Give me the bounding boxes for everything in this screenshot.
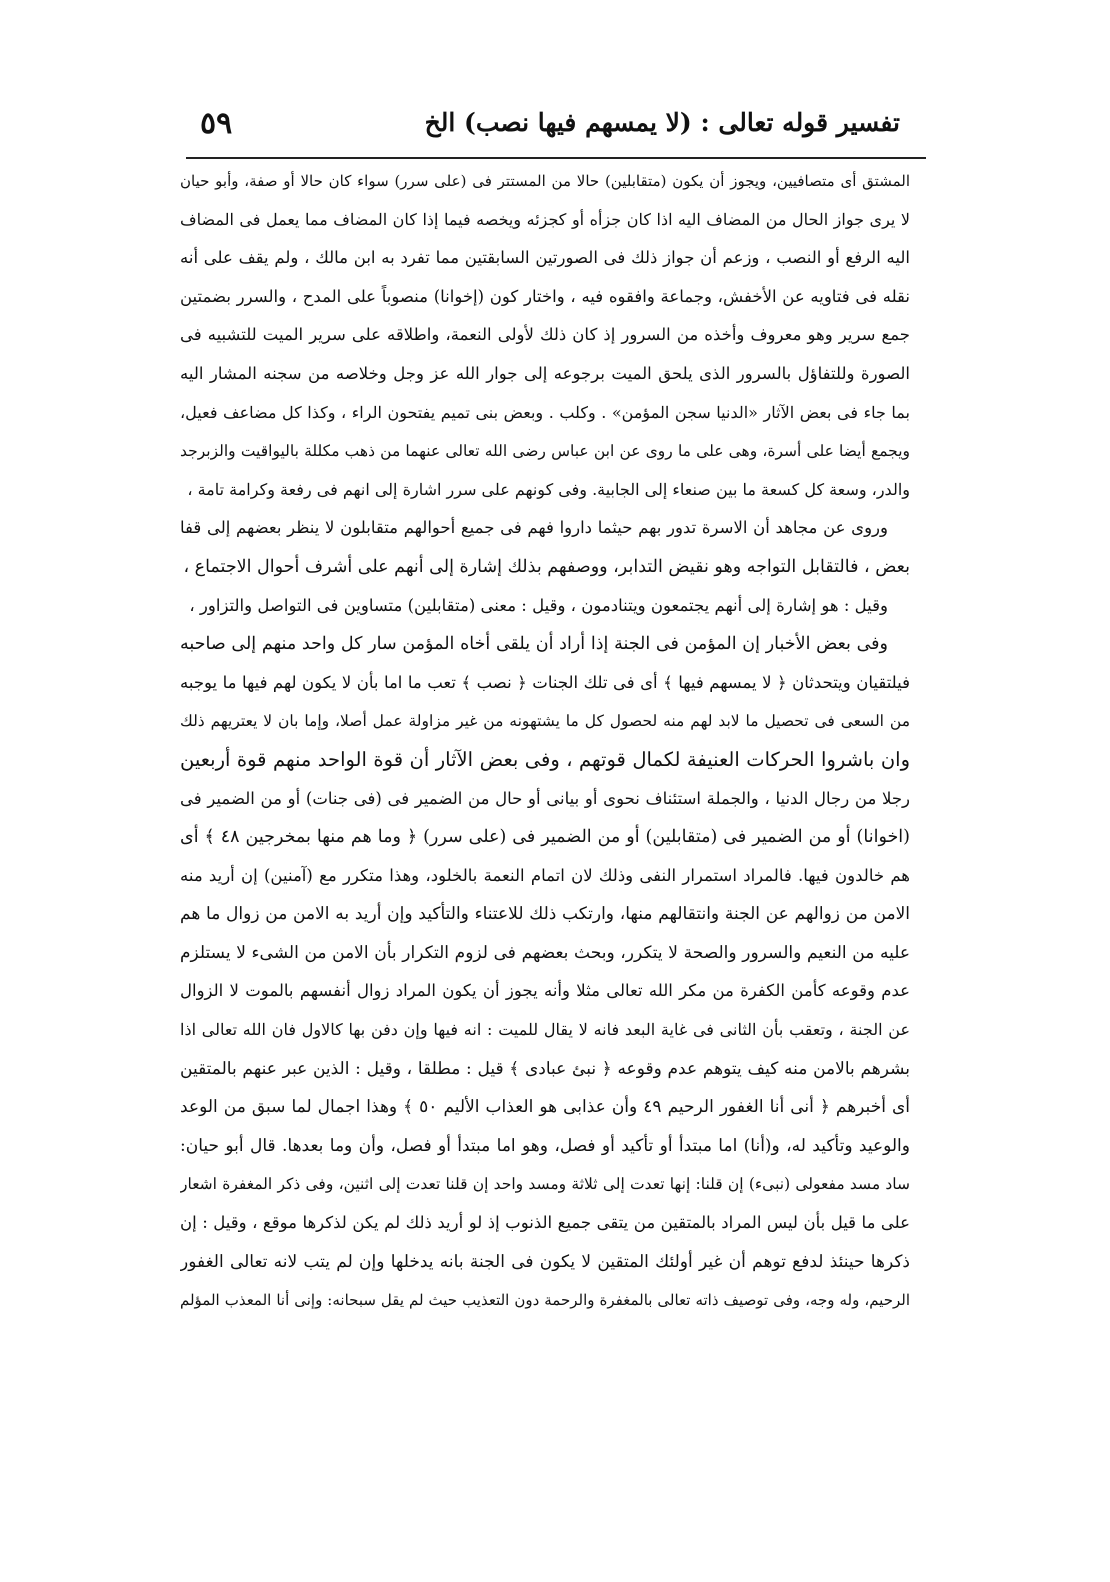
text-line: وروى عن مجاهد أن الاسرة تدور بهم حيثما داروا فهم فى جميع أحوالهم متقابلون لا ينظر بعضهم إلى قفا <box>180 518 888 538</box>
text-line: عدم وقوعه كأمن الكفرة من مكر الله تعالى مثلا وأنه يجوز أن يكون المراد زوال أنفسهم بالموت لا الزوال <box>180 981 910 1001</box>
page-header <box>200 108 900 148</box>
text-line: على ما قيل بأن ليس المراد بالمتقين من يتقى جميع الذنوب إذ لو أريد ذلك لم يكن لذكرها موقع ، وقيل : إن <box>180 1213 910 1233</box>
text-line: وقيل : هو إشارة إلى أنهم يجتمعون ويتنادمون ، وقيل : معنى (متقابلين) متساوين فى التواصل والتزاور ، <box>189 595 888 615</box>
text-line: بما جاء فى بعض الآثار «الدنيا سجن المؤمن» . وكلب . وبعض بنى تميم يفتحون الراء ، وكذا كل مضاعف فعيل، <box>180 402 910 422</box>
text-line: رجلا من رجال الدنيا ، والجملة استئناف نحوى أو بيانى أو حال من الضمير فى (فى جنات) أو من الضمير فى <box>180 788 910 808</box>
text-line: بشرهم بالامن منه كيف يتوهم عدم وقوعه ﴿ نبئ عبادى ﴾ قيل : مطلقا ، وقيل : الذين عبر عنهم بالمتقين <box>180 1058 910 1079</box>
text-line: اليه الرفع أو النصب ، وزعم أن جواز ذلك فى الصورتين السابقتين مما تفرد به ابن مالك ، ولم يقف على أنه <box>180 248 910 268</box>
text-line: وفى بعض الأخبار إن المؤمن فى الجنة إذا أراد أن يلقى أخاه المؤمن سار كل واحد منهم إلى صاحبه <box>180 634 888 655</box>
text-line: بعض ، فالتقابل التواجه وهو نقيض التدابر، ووصفهم بذلك إشارة إلى أنهم على أشرف أحوال الاجتماع ، <box>183 556 910 577</box>
text-line: لا يرى جواز الحال من المضاف اليه اذا كان جزأه أو كجزئه ويخصه فيما إذا كان المضاف مما يعمل فى المضاف <box>180 209 910 229</box>
text-line: والدر، وسعة كل كسعة ما بين صنعاء إلى الجابية. وفى كونهم على سرر اشارة إلى انهم فى رفعة وكرامة تامة ، <box>187 479 910 499</box>
text-line: ذكرها حينئذ لدفع توهم أن غير أولئك المتقين لا يكون فى الجنة بانه يدخلها وإن لم يتب لانه تعالى الغفور <box>180 1251 910 1272</box>
header-rule <box>186 157 926 159</box>
text-line: والوعيد وتأكيد له، و(أنا) اما مبتدأ أو تأكيد أو فصل، وهو اما مبتدأ أو فصل، وأن وما بعدها. قال أبو حيان: <box>180 1135 910 1156</box>
body-text <box>180 162 910 1320</box>
page-number: ٥٩ <box>200 106 233 141</box>
text-line: الرحيم، وله وجه، وفى توصيف ذاته تعالى بالمغفرة والرحمة دون التعذيب حيث لم يقل سبحانه: وإنى أنا المعذب المؤلم <box>180 1291 910 1310</box>
text-line: الامن من زوالهم عن الجنة وانتقالهم منها، وارتكب ذلك للاعتناء والتأكيد وإن أريد به الامن من زوال ما هم <box>180 904 910 925</box>
text-line: المشتق أى متصافيين، ويجوز أن يكون (متقابلين) حالا من المستتر فى (على سرر) سواء كان حالا أو صفة، وأبو حيان <box>180 172 910 190</box>
text-line: جمع سرير وهو معروف وأخذه من السرور إذ كان ذلك لأولى النعمة، واطلاقه على سرير الميت للتشبيه فى <box>180 325 910 345</box>
running-title: تفسير قوله تعالى : (لا يمسهم فيها نصب) الخ <box>424 108 900 137</box>
text-line: ويجمع أيضا على أسرة، وهى على ما روى عن ابن عباس رضى الله تعالى عنهما من ذهب مكللة باليواقيت والزبرجد <box>180 442 910 461</box>
text-line: فيلتقيان ويتحدثان ﴿ لا يمسهم فيها ﴾ أى فى تلك الجنات ﴿ نصب ﴾ تعب ما اما بأن لا يكون لهم فيها ما يوجبه <box>180 672 910 692</box>
text-line: أى أخبرهم ﴿ أنى أنا الغفور الرحيم ٤٩ وأن عذابى هو العذاب الأليم ٥٠ ﴾ وهذا اجمال لما سبق من الوعد <box>180 1097 910 1118</box>
text-line: من السعى فى تحصيل ما لابد لهم منه لحصول كل ما يشتهونه من غير مزاولة عمل أصلا، وإما بان لا يعتريهم ذلك <box>180 712 910 731</box>
text-line: هم خالدون فيها. فالمراد استمرار النفى وذلك لان اتمام النعمة بالخلود، وهذا متكرر مع (آمنين) إن أريد منه <box>180 865 910 885</box>
text-line: الصورة وللتفاؤل بالسرور الذى يلحق الميت برجوعه إلى جوار الله عز وجل وخلاصه من سجنه المشار اليه <box>180 363 910 383</box>
text-line: (اخوانا) أو من الضمير فى (متقابلين) أو من الضمير فى (على سرر) ﴿ وما هم منها بمخرجين ٤٨ ﴾ أى <box>180 827 910 848</box>
text-line: نقله فى فتاويه عن الأخفش، وجماعة وافقوه فيه ، واختار كون (إخوانا) منصوباً على المدح ، والسرر بضمتين <box>180 286 910 306</box>
text-line: عن الجنة ، وتعقب بأن الثانى فى غاية البعد فانه لا يقال للميت : انه فيها وإن دفن بها كالاول فان الله تعالى اذا <box>180 1020 910 1040</box>
text-line: عليه من النعيم والسرور والصحة لا يتكرر، وبحث بعضهم فى لزوم التكرار بأن الامن من الشىء لا يستلزم <box>180 942 910 963</box>
text-line: وان باشروا الحركات العنيفة لكمال قوتهم ، وفى بعض الآثار أن قوة الواحد منهم قوة أربعين <box>180 747 910 771</box>
text-line: ساد مسد مفعولى (نبىء) إن قلنا: إنها تعدت إلى ثلاثة ومسد واحد إن قلنا تعدت إلى اثنين، وفى ذكر المغفرة اشعار <box>180 1175 910 1194</box>
